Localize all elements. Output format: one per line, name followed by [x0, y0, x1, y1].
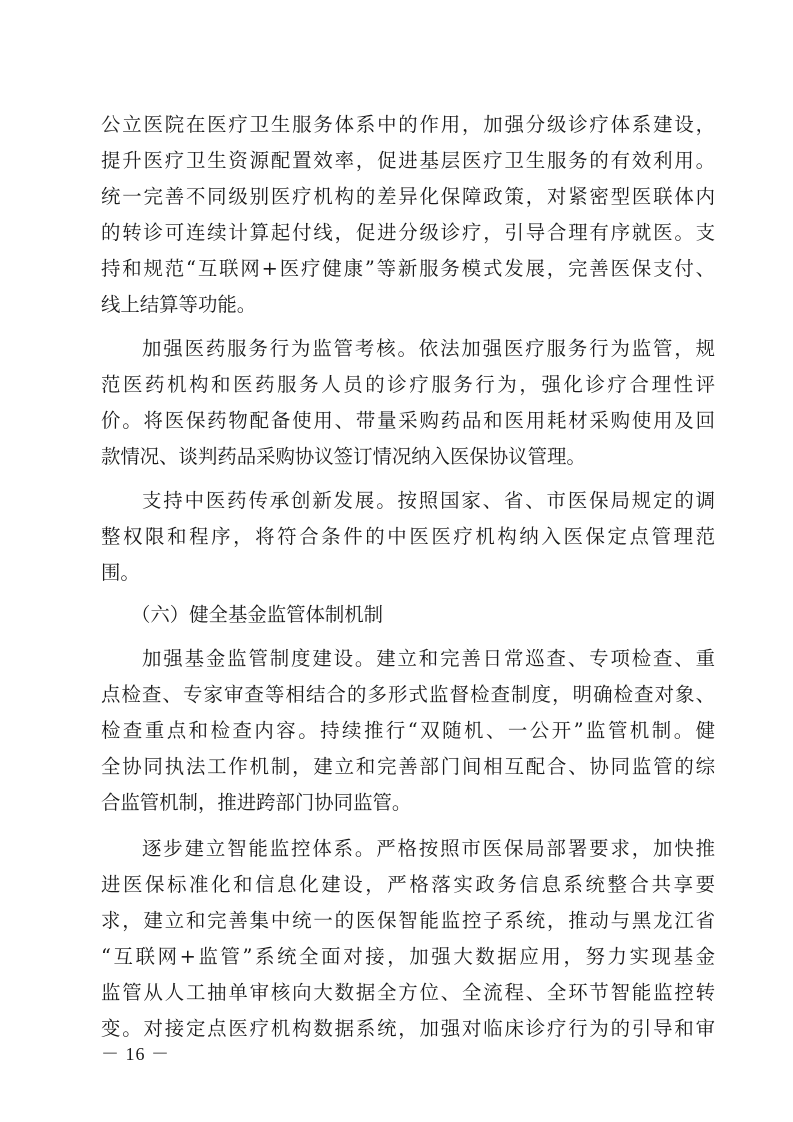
text-line: 进医保标准化和信息化建设，严格落实政务信息系统整合共享要 — [101, 873, 715, 896]
text-line: 检查重点和检查内容。持续推行“双随机、一公开”监管机制。健 — [101, 719, 715, 742]
page-number: － 16 － — [101, 1044, 170, 1064]
text-line: 监管从人工抽单审核向大数据全方位、全流程、全环节智能监控转 — [101, 981, 715, 1004]
paragraph-1 — [101, 107, 715, 323]
text-line: 款情况、谈判药品采购协议签订情况纳入医保协议管理。 — [101, 445, 586, 468]
text-line: 变。对接定点医疗机构数据系统，加强对临床诊疗行为的引导和审 — [101, 1017, 715, 1040]
text-line: 加强医药服务行为监管考核。依法加强医疗服务行为监管，规 — [142, 337, 715, 360]
paragraph-3 — [101, 483, 715, 591]
text-line: 整权限和程序，将符合条件的中医医疗机构纳入医保定点管理范 — [101, 525, 715, 548]
text-line: 加强基金监管制度建设。建立和完善日常巡查、专项检查、重 — [142, 647, 715, 670]
text-line: 的转诊可连续计算起付线，促进分级诊疗，引导合理有序就医。支 — [101, 221, 715, 244]
text-line: 线上结算等功能。 — [101, 293, 257, 316]
paragraph-2 — [101, 331, 715, 475]
section-heading-text: （六）健全基金监管体制机制 — [131, 603, 384, 626]
text-line: 公立医院在医疗卫生服务体系中的作用，加强分级诊疗体系建设， — [101, 113, 715, 136]
text-line: 支持中医药传承创新发展。按照国家、省、市医保局规定的调 — [142, 489, 715, 512]
text-line: 点检查、专家审查等相结合的多形式监督检查制度，明确检查对象、 — [101, 683, 715, 706]
text-line: 范医药机构和医药服务人员的诊疗服务行为，强化诊疗合理性评 — [101, 373, 715, 396]
text-line: 持和规范“互联网+医疗健康”等新服务模式发展，完善医保支付、 — [101, 257, 715, 280]
text-line: 提升医疗卫生资源配置效率，促进基层医疗卫生服务的有效利用。 — [101, 149, 715, 172]
section-heading — [101, 597, 715, 633]
text-line: 逐步建立智能监控体系。严格按照市医保局部署要求，加快推 — [142, 837, 715, 860]
text-line: 统一完善不同级别医疗机构的差异化保障政策，对紧密型医联体内 — [101, 185, 715, 208]
text-line: 价。将医保药物配备使用、带量采购药品和医用耗材采购使用及回 — [101, 409, 715, 432]
document-body — [101, 107, 715, 1047]
text-line: 围。 — [101, 561, 140, 584]
text-line: 全协同执法工作机制，建立和完善部门间相互配合、协同监管的综 — [101, 755, 715, 778]
paragraph-4 — [101, 641, 715, 821]
paragraph-5 — [101, 831, 715, 1047]
text-line: 求，建立和完善集中统一的医保智能监控子系统，推动与黑龙江省 — [101, 909, 715, 932]
text-line: 合监管机制，推进跨部门协同监管。 — [101, 791, 412, 814]
text-line: “互联网+监管”系统全面对接，加强大数据应用，努力实现基金 — [101, 945, 715, 968]
